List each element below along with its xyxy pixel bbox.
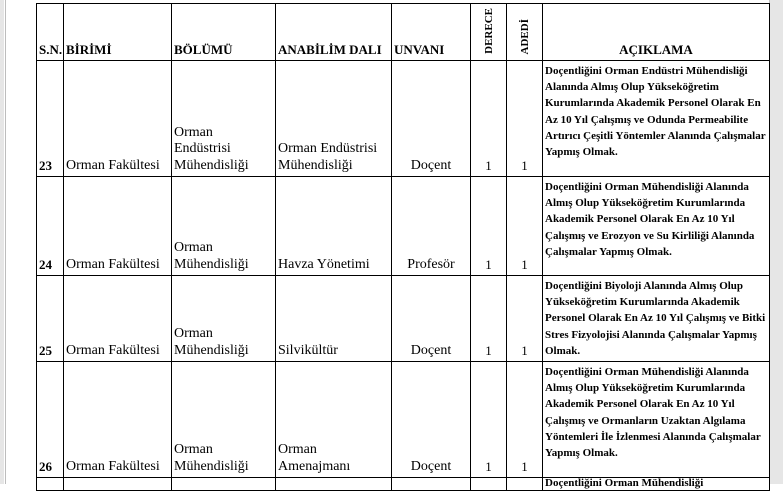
row-anabilim-dali: Orman Endüstrisi Mühendisliği: [276, 61, 392, 177]
row-sn: 25: [37, 276, 64, 362]
row-bolumu: Orman Endüstrisi Mühendisliği: [172, 61, 276, 177]
row-derece: 1: [471, 276, 507, 362]
row-birimi: Orman Fakültesi: [64, 362, 172, 478]
row-bolumu: Orman Mühendisliği: [172, 177, 276, 276]
row-sn: 24: [37, 177, 64, 276]
row-anabilim-dali: Orman Amenajmanı: [276, 362, 392, 478]
table-row: [37, 362, 770, 478]
header-birimi: BİRİMİ: [64, 4, 172, 61]
partial-cell: [64, 478, 172, 491]
row-sn: 23: [37, 61, 64, 177]
header-anabilim-dali: ANABİLİM DALI: [276, 4, 392, 61]
row-anabilim-dali: Silvikültür: [276, 276, 392, 362]
partial-cell: [276, 478, 392, 491]
row-unvani: Doçent: [392, 61, 471, 177]
row-adedi: 1: [507, 177, 543, 276]
staff-positions-table: [36, 3, 770, 491]
row-derece: 1: [471, 177, 507, 276]
row-aciklama: Doçentliğini Orman Endüstri Mühendisliği Alanında Almış Olup Yükseköğretim Kurumlarında Akademik Personel Olarak En Az 10 Yıl Çalışmış ve Odunda Permeabilite Artırıcı Çeşitli Yöntemler Alanında Çalışmalar Yapmış Olmak.: [543, 61, 770, 177]
row-bolumu: Orman Mühendisliği: [172, 362, 276, 478]
header-adedi: ADEDİ: [518, 18, 531, 54]
header-bolumu: BÖLÜMÜ: [172, 4, 276, 61]
row-unvani: Profesör: [392, 177, 471, 276]
header-adedi-cell: [507, 4, 543, 61]
row-unvani: Doçent: [392, 276, 471, 362]
page-right-margin: [770, 0, 783, 484]
page-left-margin: [0, 0, 4, 484]
page-left-border: [5, 0, 6, 484]
header-unvani: UNVANI: [392, 4, 471, 61]
row-bolumu: Orman Mühendisliği: [172, 276, 276, 362]
header-sn: S.N.: [37, 4, 64, 61]
row-adedi: 1: [507, 276, 543, 362]
row-aciklama: Doçentliğini Biyoloji Alanında Almış Olup Yükseköğretim Kurumlarında Akademik Personel Olarak En Az 10 Yıl Çalışmış ve Bitki Stres Fizyolojisi Alanında Çalışmalar Yapmış Olmak.: [543, 276, 770, 362]
table-row: [37, 177, 770, 276]
row-birimi: Orman Fakültesi: [64, 177, 172, 276]
header-derece-cell: [471, 4, 507, 61]
table-header-row: [37, 4, 770, 61]
partial-cell: [507, 478, 543, 491]
row-anabilim-dali: Havza Yönetimi: [276, 177, 392, 276]
table-row-partial: [37, 478, 770, 491]
partial-aciklama-cell: [543, 478, 770, 491]
table-row: [37, 61, 770, 177]
header-aciklama: AÇIKLAMA: [543, 4, 770, 61]
partial-cell: [471, 478, 507, 491]
partial-cell: [37, 478, 64, 491]
partial-cell: [392, 478, 471, 491]
header-derece: DERECE: [482, 8, 495, 54]
row-birimi: Orman Fakültesi: [64, 276, 172, 362]
row-derece: 1: [471, 61, 507, 177]
row-sn: 26: [37, 362, 64, 478]
partial-cell: [172, 478, 276, 491]
row-birimi: Orman Fakültesi: [64, 61, 172, 177]
row-unvani: Doçent: [392, 362, 471, 478]
partial-row-text: Doçentliğini Orman Mühendisliği: [545, 477, 704, 490]
row-aciklama: Doçentliğini Orman Mühendisliği Alanında Almış Olup Yükseköğretim Kurumlarında Akademik Personel Olarak En Az 10 Yıl Çalışmış ve Ormanların Uzaktan Algılama Yöntemleri İle İzlenmesi Alanında Çalışmalar Yapmış Olmak.: [543, 362, 770, 478]
row-aciklama: Doçentliğini Orman Mühendisliği Alanında Almış Olup Yükseköğretim Kurumlarında Akademik Personel Olarak En Az 10 Yıl Çalışmış ve Erozyon ve Su Kirliliği Alanında Çalışmalar Yapmış Olmak.: [543, 177, 770, 276]
row-adedi: 1: [507, 362, 543, 478]
row-adedi: 1: [507, 61, 543, 177]
row-derece: 1: [471, 362, 507, 478]
table-row: [37, 276, 770, 362]
